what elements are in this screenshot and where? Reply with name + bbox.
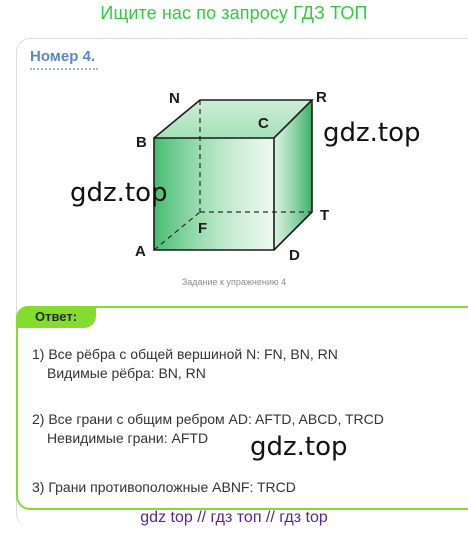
cube-figure xyxy=(130,84,350,270)
answer-item-1-line1: 1) Все рёбра с общей вершиной N: FN, BN, RN xyxy=(32,346,338,362)
cube-front-face xyxy=(154,138,274,250)
vertex-label-d: D xyxy=(289,247,300,264)
watermark-3: gdz.top xyxy=(250,432,348,462)
vertex-label-r: R xyxy=(316,89,327,106)
task-number-title: Номер 4. xyxy=(30,48,96,65)
vertex-label-a: A xyxy=(135,243,146,260)
watermark-1: gdz.top xyxy=(323,118,421,148)
footer-links: gdz top // гдз топ // гдз top xyxy=(140,509,328,526)
answer-item-2-line1: 2) Все грани с общим ребром AD: AFTD, ABCD, TRCD xyxy=(32,411,384,427)
promo-banner-text: Ищите нас по запросу ГДЗ ТОП xyxy=(100,3,368,23)
answer-item-3 xyxy=(32,478,296,497)
answer-item-3-line1: 3) Грани противоположные ABNF: TRCD xyxy=(32,479,296,495)
vertex-label-n: N xyxy=(169,90,180,107)
answer-item-2-line2: Невидимые грани: AFTD xyxy=(47,430,209,446)
vertex-label-b: B xyxy=(136,134,147,151)
vertex-label-c: C xyxy=(258,115,269,132)
answer-item-1 xyxy=(32,345,338,383)
vertex-label-t: T xyxy=(320,207,330,224)
vertex-label-f: F xyxy=(198,220,208,237)
title-underline xyxy=(30,68,98,70)
promo-banner xyxy=(0,0,468,30)
answer-tab: Ответ: xyxy=(16,306,96,328)
watermark-2: gdz.top xyxy=(70,178,168,208)
figure-caption: Задание к упражнению 4 xyxy=(181,277,287,287)
answer-item-1-line2: Видимые рёбра: BN, RN xyxy=(47,365,206,381)
